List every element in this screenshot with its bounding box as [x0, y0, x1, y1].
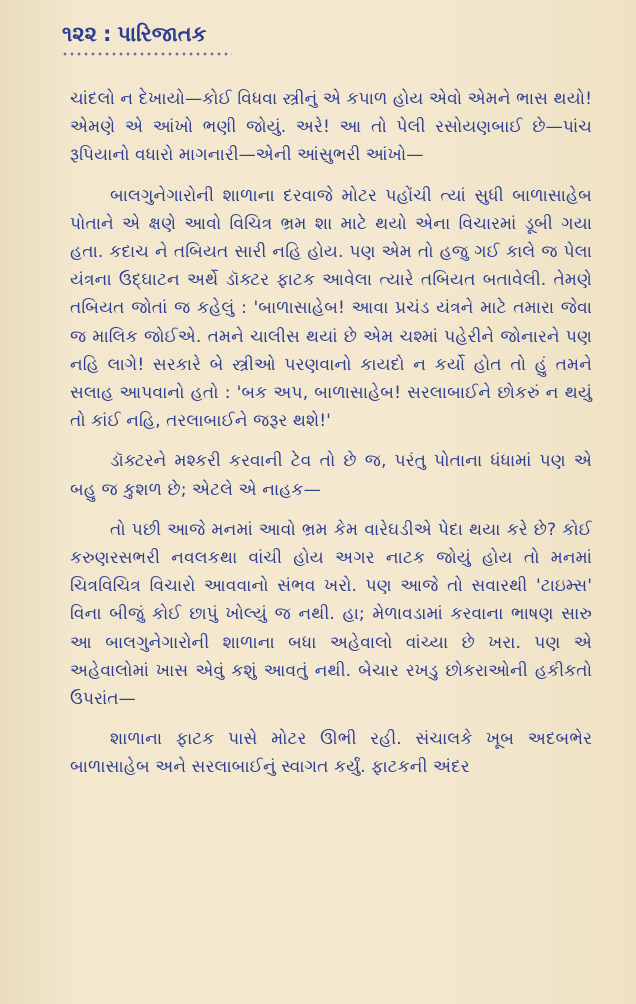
- header-dotted-rule: [62, 51, 232, 57]
- paragraph-4: તો પછી આજે મનમાં આવો ભ્રમ કેમ વારેઘડીએ પેદા થયા કરે છે? કોઈ કરુણરસભરી નવલકથા વાંચી હોય અગર નાટક જોયું હોય તો મનમાં ચિત્રવિચિત્ર વિચારો આવવાનો સંભવ ખરો. પણ આજે તો સવારથી 'ટાઇમ્સ' વિના બીજું કોઈ છાપું ખોલ્યું જ નથી. હા; મેળાવડામાં કરવાના ભાષણ સારુ આ બાલગુનેગારોની શાળાના બધા અહેવાલો વાંચ્યા છે ખરા. પણ એ અહેવાલોમાં ખાસ એવું કશું આવતું નથી. બેચાર રખડુ છોકરાઓની હકીકતો ઉપરાંત—: [70, 519, 592, 710]
- paragraph-5: શાળાના ફાટક પાસે મોટર ઊભી રહી. સંચાલકે ખૂબ અદબભેર બાળાસાહેબ અને સરલાબાઈનું સ્વાગત કર્યું. ફાટકની અંદર: [70, 729, 592, 778]
- running-header: [62, 22, 592, 47]
- paragraph-3: ડૉક્ટરને મશ્કરી કરવાની ટેવ તો છે જ, પરંતુ પોતાના ધંધામાં પણ એ બહુ જ કુશળ છે; એટલે એ નાહક—: [70, 451, 592, 500]
- header-separator: :: [102, 22, 112, 46]
- page-number: ૧૨૨: [62, 22, 97, 46]
- paragraph-1: ચાંદલો ન દેખાયો—કોઈ વિધવા સ્ત્રીનું એ કપાળ હોય એવો એમને ભાસ થયો! એમણે એ આંખો ભણી જોયું. અરે! આ તો પેલી રસોયણબાઈ છે—પાંચ રૂપિયાનો વધારો માગનારી—એની આંસુભરી આંખો—: [70, 89, 592, 166]
- book-title: પારિજાતક: [117, 22, 207, 46]
- paragraph-2: બાલગુનેગારોની શાળાના દરવાજે મોટર પહોંચી ત્યાં સુધી બાળાસાહેબ પોતાને એ ક્ષણે આવો વિચિત્ર ભ્રમ શા માટે થયો એના વિચારમાં ડૂબી ગયા હતા. કદાચ ને તબિયત સારી નહિ હોય. પણ એમ તો હજુ ગઈ કાલે જ પેલા યંત્રના ઉદ્ઘાટન અર્થે ડૉક્ટર ફાટક આવેલા ત્યારે તબિયત બતાવેલી. તેમણે તબિયત જોતાં જ કહેલું : 'બાળાસાહેબ! આવા પ્રચંડ યંત્રને માટે તમારા જેવા જ માલિક જોઈએ. તમને ચાલીસ થયાં છે એમ ચશ્માં પહેરીને જોનારને પણ નહિ લાગે! સરકારે બે સ્ત્રીઓ પરણવાનો કાયદો ન કર્યો હોત તો હું તમને સલાહ આપવાનો હતો : 'બક અપ, બાળાસાહેબ! સરલાબાઈને છોકરું ન થયું તો કાંઈ નહિ, તરલાબાઈને જરૂર થશે!': [70, 185, 592, 432]
